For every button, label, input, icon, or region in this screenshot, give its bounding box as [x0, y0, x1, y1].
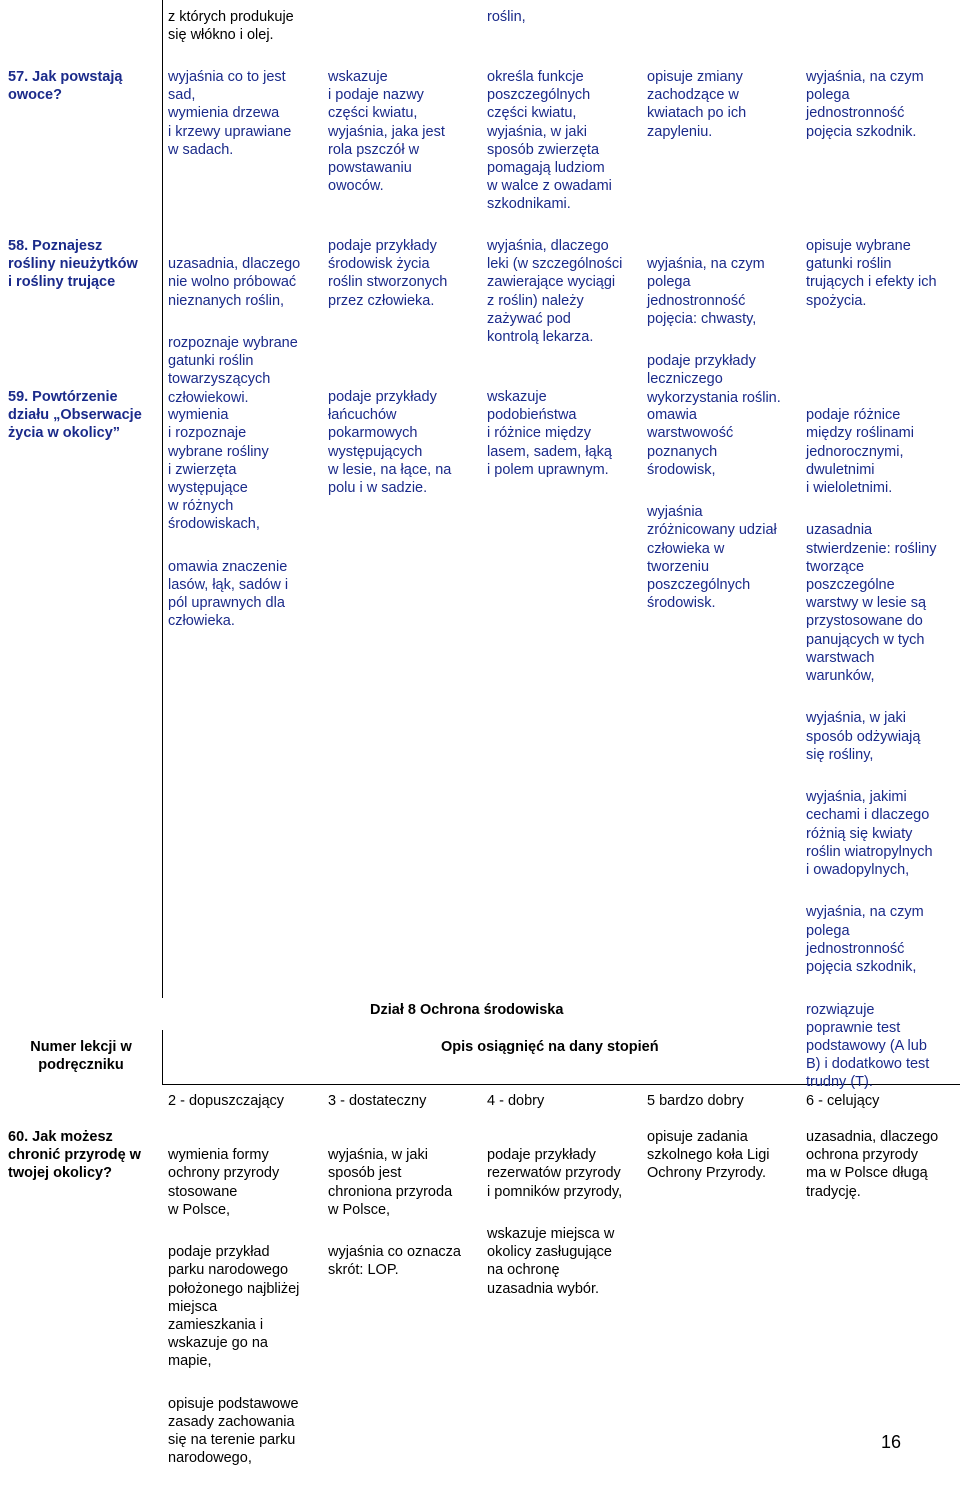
lesson-59-grade6-f: rozwiązuje poprawnie test podstawowy (A lub B) i dodatkowo test trudny (T).	[806, 1001, 930, 1091]
section-header-divider	[162, 1030, 163, 1085]
lesson-59-grade2	[168, 388, 288, 655]
lesson-59-grade5	[647, 388, 777, 637]
lesson-57-grade5: opisuje zmiany zachodzące w kwiatach po ich zapyleniu.	[647, 69, 747, 140]
lesson-60-grade5: opisuje zadania szkolnego koła Ligi Ochrony Przyrody.	[647, 1129, 770, 1182]
lesson-60-grade3	[328, 1128, 461, 1304]
header-achievements: Opis osiągnięć na dany stopień	[441, 1039, 659, 1055]
lesson-60-grade2-c: opisuje podstawowe zasady zachowania się na terenie parku narodowego,	[168, 1395, 299, 1467]
lesson-59-grade6-e: wyjaśnia, na czym polega jednostronność pojęcia szkodnik,	[806, 904, 924, 976]
header-lesson-number: Numer lekcji w podręczniku	[30, 1039, 132, 1074]
lesson-58-grade5-b: podaje przykłady leczniczego wykorzystania roślin.	[647, 353, 781, 406]
lesson-59-grade6	[806, 388, 937, 1116]
lesson-60-grade2-b: podaje przykład parku narodowego położonego najbliżej miejsca zamieszkania i wskazuje go na mapie,	[168, 1244, 300, 1370]
lesson-57-title: 57. Jak powstają owoce?	[8, 69, 123, 104]
top-row-cell-3: roślin,	[487, 9, 526, 25]
page-number: 16	[881, 1432, 902, 1452]
lesson-60-grade4	[487, 1128, 622, 1322]
section-title: Dział 8 Ochrona środowiska	[370, 1002, 564, 1018]
lesson-58-grade2-a: uzasadnia, dlaczego nie wolno próbować nieznanych roślin,	[168, 256, 301, 309]
lesson-59-grade6-a: podaje różnice między roślinami jednorocznymi, dwuletnimi i wieloletnimi.	[806, 407, 914, 497]
lesson-58-grade5-a: wyjaśnia, na czym polega jednostronność pojęcia: chwasty,	[647, 256, 765, 327]
lesson-58-grade4: wyjaśnia, dlaczego leki (w szczególności zawierające wyciągi z roślin) należy zażywać pod kontrolą lekarza.	[487, 238, 623, 346]
lesson-59-grade6-d: wyjaśnia, jakimi cechami i dlaczego różnią się kwiaty roślin wiatropylnych i owadopylnych,	[806, 789, 933, 879]
grade-header-2: 2 - dopuszczający	[168, 1093, 285, 1109]
lesson-60-grade4-a: podaje przykłady rezerwatów przyrody i pomników przyrody,	[487, 1147, 623, 1200]
lesson-58-grade2-b: rozpoznaje wybrane gatunki roślin towarzyszących człowiekowi.	[168, 335, 298, 406]
lesson-59-grade3: podaje przykłady łańcuchów pokarmowych występujących w lesie, na łące, na polu i w sadzie.	[328, 389, 452, 497]
lesson-60-grade2	[168, 1128, 299, 1492]
lesson-58-title: 58. Poznajesz rośliny nieużytków i rośliny trujące	[8, 238, 138, 291]
lesson-60-grade3-a: wyjaśnia, w jaki sposób jest chroniona przyroda w Polsce,	[328, 1147, 453, 1218]
lesson-57-grade3: wskazuje i podaje nazwy części kwiatu, wyjaśnia, jaka jest rola pszczół w powstawaniu owoców.	[328, 69, 445, 195]
lesson-59-title: 59. Powtórzenie działu „Obserwacje życia w okolicy”	[8, 389, 142, 442]
lesson-59-grade2-b: omawia znaczenie lasów, łąk, sadów i pól uprawnych dla człowieka.	[168, 558, 289, 630]
lesson-59-grade5-b: wyjaśnia zróżnicowany udział człowieka w tworzeniu poszczególnych środowisk.	[647, 504, 777, 612]
lesson-60-title: 60. Jak możesz chronić przyrodę w twojej okolicy?	[8, 1129, 141, 1182]
lesson-60-grade3-b: wyjaśnia co oznacza skrót: LOP.	[328, 1244, 461, 1279]
lesson-57-grade4: określa funkcje poszczególnych części kwiatu, wyjaśnia, w jaki sposób zwierzęta pomagają ludziom w walce z owadami szkodnikami.	[487, 69, 612, 213]
grade-header-5: 5 bardzo dobry	[647, 1093, 744, 1109]
lesson-59-grade2-a: wymienia i rozpoznaje wybrane rośliny i zwierzęta występujące w różnych środowiskach,	[168, 407, 269, 533]
grade-header-4: 4 - dobry	[487, 1093, 545, 1109]
lesson-59-grade6-b: uzasadnia stwierdzenie: rośliny tworzące poszczególne warstwy w lesie są przystosowane do panujących w tych warstwach warunków,	[806, 522, 937, 685]
lesson-59-grade5-a: omawia warstwowość poznanych środowisk,	[647, 407, 734, 478]
lesson-57-grade2: wyjaśnia co to jest sad, wymienia drzewa i krzewy uprawiane w sadach.	[168, 69, 292, 158]
grade-header-3: 3 - dostateczny	[328, 1093, 427, 1109]
lesson-60-grade2-a: wymienia formy ochrony przyrody stosowane w Polsce,	[168, 1147, 280, 1218]
lesson-58-grade3: podaje przykłady środowisk życia roślin stworzonych przez człowieka.	[328, 238, 448, 309]
top-row-cell-1: z których produkuje się włókno i olej.	[168, 9, 294, 44]
lesson-60-grade4-b: wskazuje miejsca w okolicy zasługujące na ochronę uzasadnia wybór.	[487, 1226, 615, 1297]
lesson-59-grade6-c: wyjaśnia, w jaki sposób odżywiają się rośliny,	[806, 710, 921, 763]
lesson-60-grade6: uzasadnia, dlaczego ochrona przyrody ma w Polsce długą tradycję.	[806, 1129, 939, 1200]
lesson-59-grade4: wskazuje podobieństwa i różnice między lasem, sadem, łąką i polem uprawnym.	[487, 389, 612, 478]
lesson-58-grade6: opisuje wybrane gatunki roślin trujących i efekty ich spożycia.	[806, 238, 937, 309]
grade-header-6: 6 - celujący	[806, 1093, 880, 1109]
column-divider-1	[162, 0, 163, 998]
lesson-57-grade6: wyjaśnia, na czym polega jednostronność pojęcia szkodnik.	[806, 69, 924, 140]
